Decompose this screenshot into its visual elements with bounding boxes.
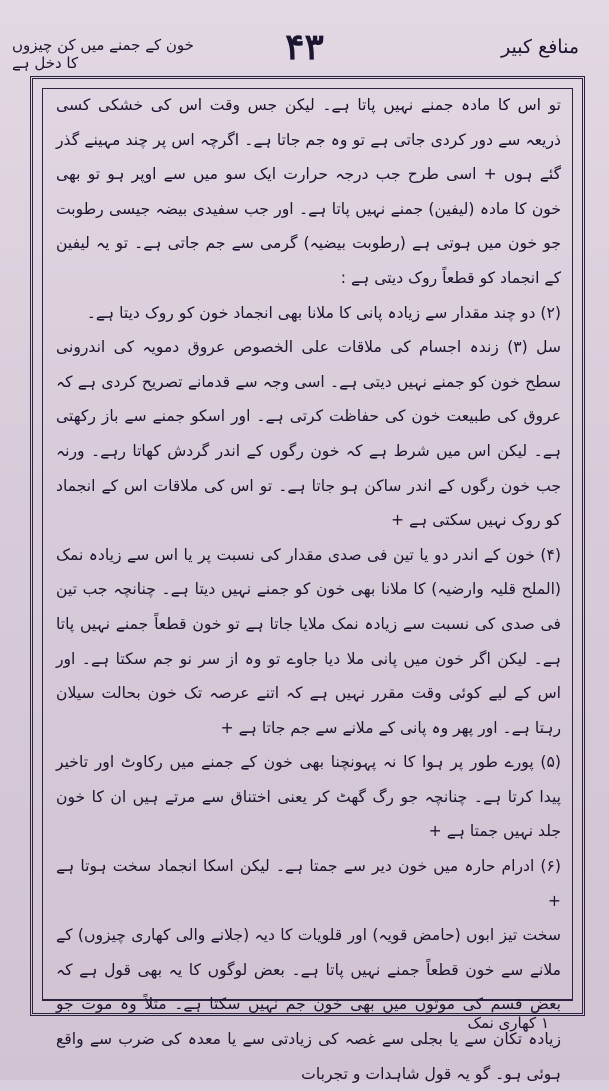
paragraph: (۲) دو چند مقدار سے زیادہ پانی کا ملانا بھی انجماد خون کو روک دیتا ہے۔ <box>86 303 561 322</box>
page-header <box>0 26 609 74</box>
paragraph: سخت تیز ابوں (حامض قویہ) اور قلویات کا دیہ (جلانے والی کھاری چیزوں) کے ملانے سے خون قطعاً جمنے نہیں پاتا ہے۔ بعض لوگوں کا یہ بھی قول ہے کہ بعض قسم کی موتوں میں بھی خون جم نہیں سکتا ہے۔ مثلاً وہ موت جو زیادہ تکان سے یا بجلی سے غصہ کی زیادتی سے یا معدہ کی ضرب سے واقع ہوئی ہو۔ گو یہ قول شاہدات و تجربات <box>56 926 561 1083</box>
paragraph: سل (۳) زندہ اجسام کی ملاقات علی الخصوص عروق دمویہ کی اندرونی سطح خون کو جمنے نہیں دیتی ہے۔ اسی وجہ سے قدمانے تصریح کردی ہے کہ عروق کی طبیعت خون کی حفاظت کرتی ہے۔ اور اسکو جمنے سے باز رکھتی ہے۔ لیکن اس میں شرط ہے کہ خون رگوں کے اندر گردش کھاتا رہے۔ ورنہ جب خون رگوں کے اندر ساکن ہو جاتا ہے۔ تو اس کی ملاقات اس کے انجماد کو روک نہیں سکتی ہے + <box>56 338 561 530</box>
paragraph: تو اس کا مادہ جمنے نہیں پاتا ہے۔ لیکن جس وقت اس کی خشکی کسی ذریعہ سے دور کردی جاتی ہے تو وہ جم جاتا ہے۔ اگرچہ اس پر چند مہینے گذر گئے ہوں + اسی طرح جب درجہ حرارت ایک سو میں سے اوپر ہو تو بھی خون کا مادہ (لیفین) جمنے نہیں پاتا ہے۔ اور جب سفیدی بیضہ جیسی رطوبت جو خون میں ہوتی ہے (رطوبت بیضیہ) گرمی سے جم جاتی ہے۔ تو یہ لیفین کے انجماد کو قطعاً روک دیتی ہے : <box>56 96 561 287</box>
footnote-separator <box>42 1000 573 1001</box>
paragraph: (۵) پورے طور پر ہوا کا نہ پہونچنا بھی خون کے جمنے میں رکاوٹ اور تاخیر پیدا کرتا ہے۔ چنانچہ جو رگ گھٹ کر یعنی اختناق سے مرتے ہیں ان کا خون جلد نہیں جمتا ہے + <box>56 753 561 841</box>
page-number: ۴۳ <box>285 26 324 68</box>
footnote: ۱ کھاری نمک <box>467 1014 549 1032</box>
running-title-right: منافع کبیر <box>501 36 579 58</box>
running-title-left: خون کے جمنے میں کن چیزوں کا دخل ہے <box>12 36 194 72</box>
body-text <box>56 88 561 1091</box>
paragraph: (۴) خون کے اندر دو یا تین فی صدی مقدار کی نسبت پر یا اس سے زیادہ نمک (الملح قلیہ وارضیہ) کا ملانا بھی خون کو جمنے نہیں دیتا ہے۔ چنانچہ جب تین فی صدی کی نسبت سے زیادہ نمک ملایا جاتا ہے تو خون قطعاً جمنے نہیں پاتا ہے۔ لیکن اگر خون میں پانی ملا دیا جاوے تو وہ از سر نو جم سکتا ہے۔ اور اس کے لیے کوئی وقت مقرر نہیں ہے کہ اتنے عرصہ تک خون بحالت سیلان رہتا ہے۔ اور پھر وہ پانی کے ملانے سے جم جاتا ہے + <box>56 545 561 737</box>
paragraph: (۶) ادرام حارہ میں خون دیر سے جمتا ہے۔ لیکن اسکا انجماد سخت ہوتا ہے + <box>56 857 561 910</box>
